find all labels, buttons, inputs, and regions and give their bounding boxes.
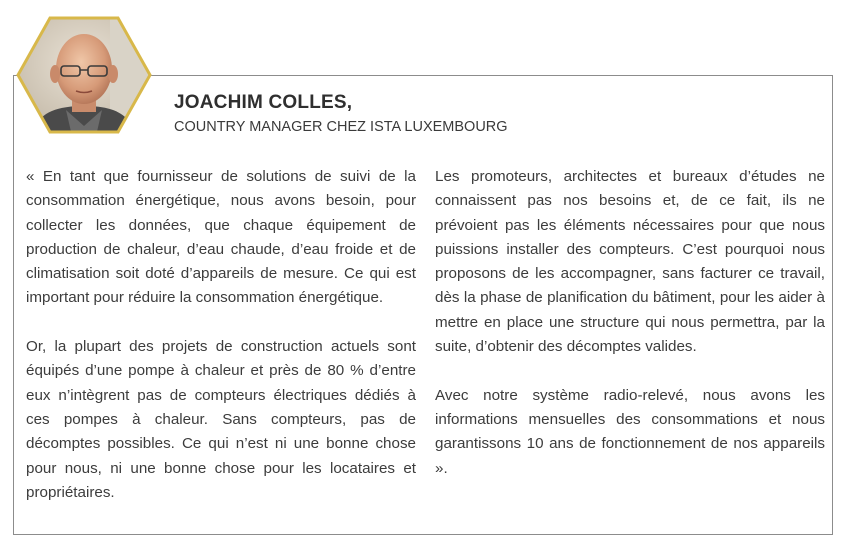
portrait-photo xyxy=(14,14,154,136)
quote-column-right xyxy=(435,165,825,481)
quote-paragraph: Avec notre système radio-relevé, nous avons les informations mensuelles des consommations et nous garantissons 10 ans de fonctionnement de nos appareils ». xyxy=(435,386,825,477)
avatar xyxy=(14,14,154,136)
quote-paragraph: Les promoteurs, architectes et bureaux d’études ne connaissent pas nos besoins et, de ce fait, ils ne prévoient pas les éléments nécessaires pour que nous puissions installer des compteurs. C’est pourquoi nous proposons de les accompagner, sans facturer ce travail, dès la phase de planification du bâtiment, pour les aider à mettre en place une structure qui nous permettra, par la suite, d’obtenir des décomptes valides. xyxy=(435,168,825,356)
quote-column-left xyxy=(26,165,416,505)
person-name: JOACHIM COLLES, xyxy=(174,92,353,113)
quote-paragraph: Or, la plupart des projets de construction actuels sont équipés d’une pompe à chaleur et près de 80 % d’entre eux n’intègrent pas de compteurs électriques dédiés à ces pompes à chaleur. Sans compteurs, pas de décomptes possibles. Ce qui n’est ni une bonne chose pour nous, ni une bonne chose pour les locataires et propriétaires. xyxy=(26,338,416,501)
person-role: COUNTRY MANAGER CHEZ ISTA LUXEMBOURG xyxy=(174,119,508,135)
quote-paragraph: « En tant que fournisseur de solutions de suivi de la consommation énergétique, nous avons besoin, pour collecter les données, que chaque équipement de production de chaleur, d’eau chaude, d’eau froide et de climatisation soit doté d’appareils de mesure. Ce qui est important pour réduire la consommation énergétique. xyxy=(26,168,416,307)
